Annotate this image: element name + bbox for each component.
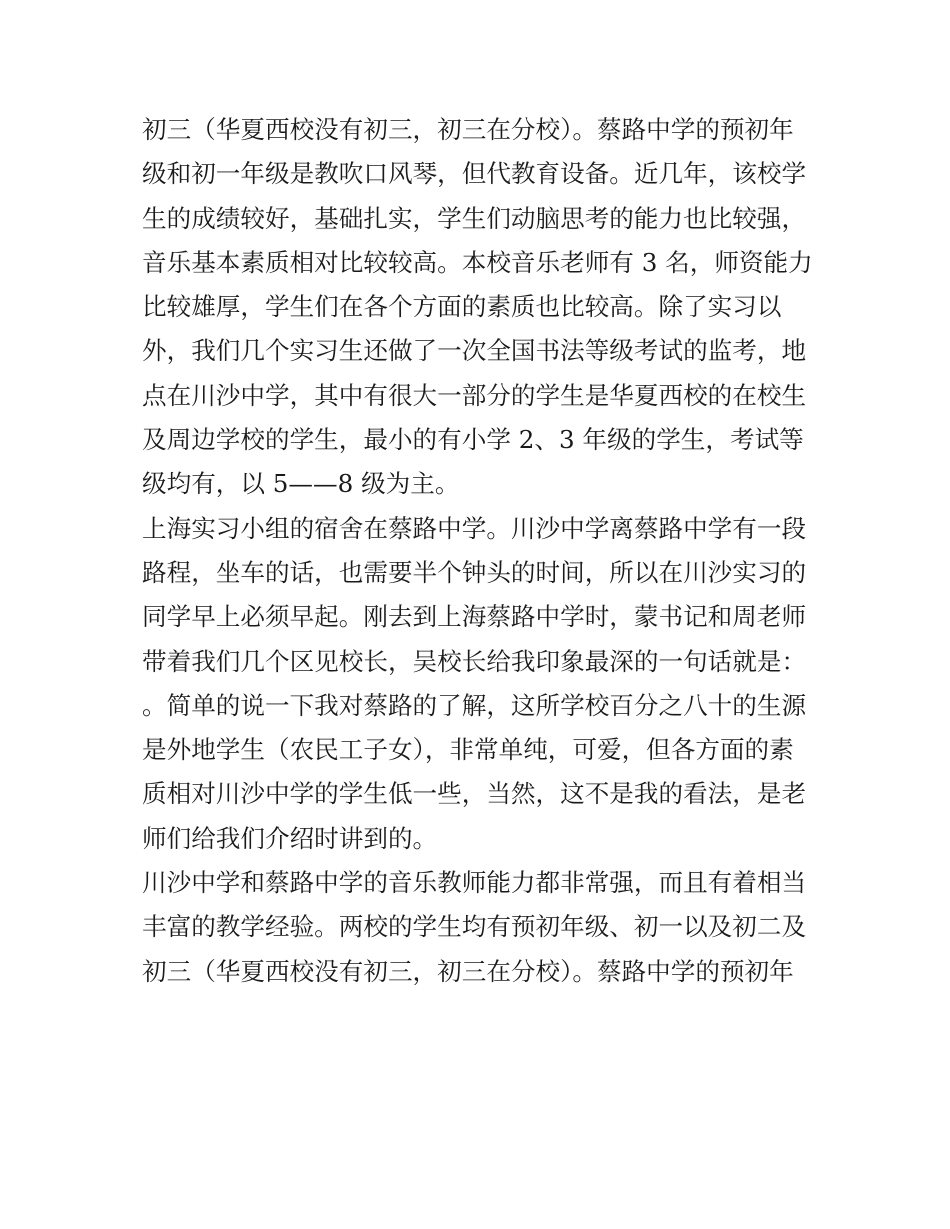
text-line: 丰富的教学经验。两校的学生均有预初年级、初一以及初二及 [142,912,807,942]
text-line: 及周边学校的学生，最小的有小学 2、3 年级的学生，考试等 [142,425,804,455]
text-line: 生的成绩较好，基础扎实，学生们动脑思考的能力也比较强， [142,203,807,233]
text-line: 比较雄厚，学生们在各个方面的素质也比较高。除了实习以 [142,292,782,322]
body-text [142,108,822,994]
text-line: 路程，坐车的话，也需要半个钟头的时间，所以在川沙实习的 [142,557,807,587]
text-line: 质相对川沙中学的学生低一些，当然，这不是我的看法，是老 [142,779,807,809]
text-line: 级均有，以 5——8 级为主。 [142,469,460,499]
text-line: 川沙中学和蔡路中学的音乐教师能力都非常强，而且有着相当 [142,868,807,898]
text-line: 上海实习小组的宿舍在蔡路中学。川沙中学离蔡路中学有一段 [142,513,807,543]
text-line: 同学早上必须早起。刚去到上海蔡路中学时，蒙书记和周老师 [142,602,807,632]
text-line: 带着我们几个区见校长，吴校长给我印象最深的一句话就是： [142,646,807,676]
text-line: 级和初一年级是教吹口风琴，但代教育设备。近几年，该校学 [142,159,807,189]
text-line: 点在川沙中学，其中有很大一部分的学生是华夏西校的在校生 [142,380,807,410]
text-line: 初三（华夏西校没有初三，初三在分校）。蔡路中学的预初年 [142,956,794,986]
text-line: 师们给我们介绍时讲到的。 [142,823,438,853]
text-line: 初三（华夏西校没有初三，初三在分校）。蔡路中学的预初年 [142,115,794,144]
text-line: 是外地学生（农民工子女），非常单纯，可爱，但各方面的素 [142,735,794,765]
text-line: 外，我们几个实习生还做了一次全国书法等级考试的监考，地 [142,336,807,366]
text-line: 。简单的说一下我对蔡路的了解，这所学校百分之八十的生源 [142,690,807,720]
text-line: 音乐基本素质相对比较较高。本校音乐老师有 3 名，师资能力 [142,247,813,277]
